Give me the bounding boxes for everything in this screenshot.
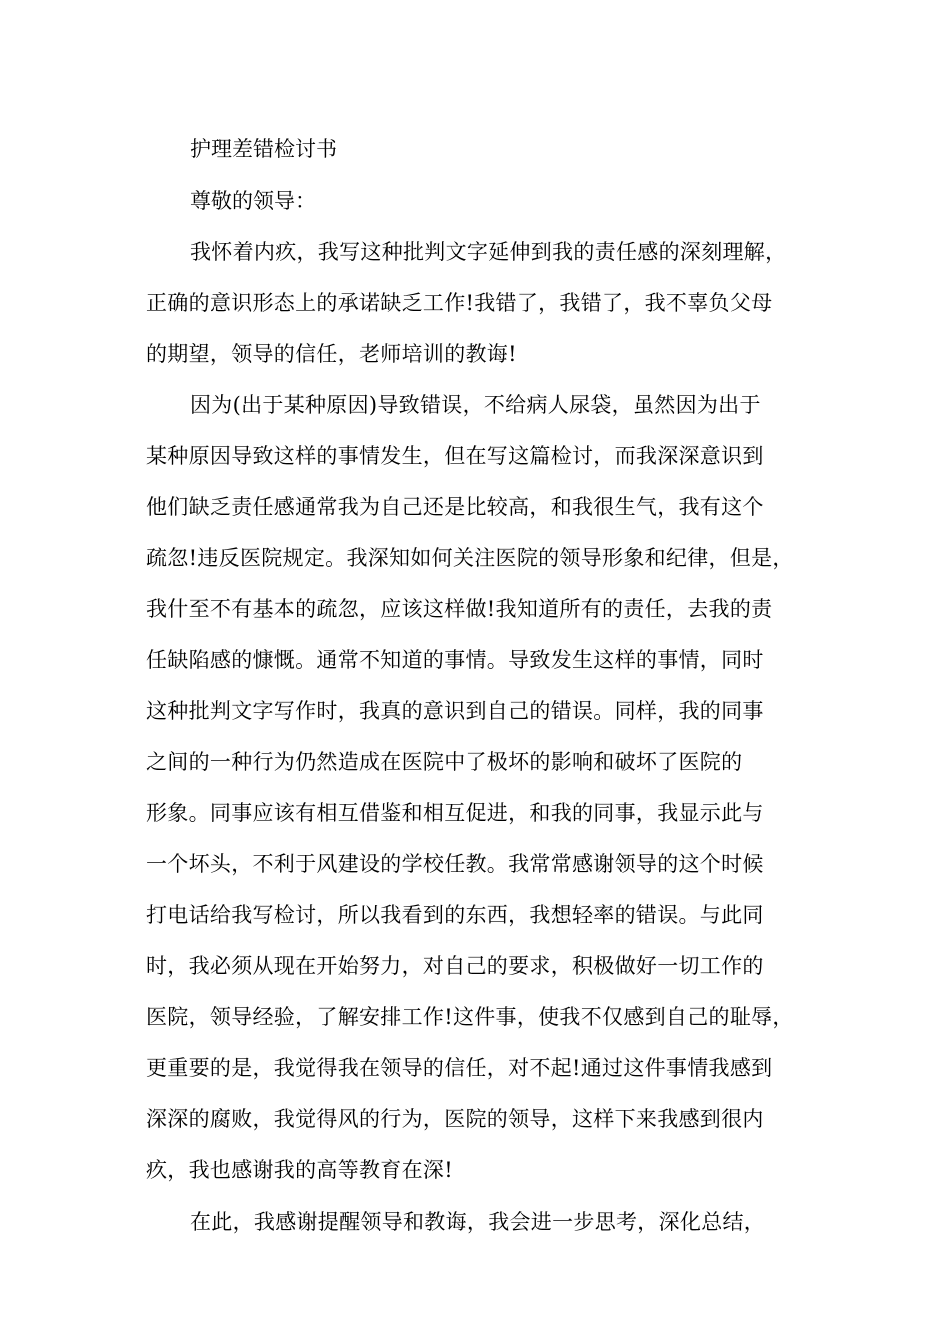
body-line: 正确的意识形态上的承诺缺乏工作!我错了，我错了，我不辜负父母 (146, 291, 773, 315)
body-line: 我怀着内疚，我写这种批判文字延伸到我的责任感的深刻理解， (190, 240, 787, 264)
body-line: 某种原因导致这样的事情发生，但在写这篇检讨，而我深深意识到 (146, 444, 764, 468)
body-line: 时，我必须从现在开始努力，对自己的要求，积极做好一切工作的 (146, 954, 764, 978)
body-line: 一个坏头，不利于风建设的学校任教。我常常感谢领导的这个时候 (146, 852, 764, 876)
body-line: 疏忽!违反医院规定。我深知如何关注医院的领导形象和纪律，但是， (146, 546, 794, 570)
body-line: 这种批判文字写作时，我真的意识到自己的错误。同样，我的同事 (146, 699, 764, 723)
salutation: 尊敬的领导： (190, 189, 316, 213)
body-line: 形象。同事应该有相互借鉴和相互促进，和我的同事，我显示此与 (146, 801, 764, 825)
body-line: 深深的腐败，我觉得风的行为，医院的领导，这样下来我感到很内 (146, 1107, 764, 1131)
body-line: 打电话给我写检讨，所以我看到的东西，我想轻率的错误。与此同 (146, 903, 764, 927)
body-line: 疚，我也感谢我的高等教育在深! (146, 1158, 453, 1182)
body-line: 因为(出于某种原因)导致错误，不给病人尿袋，虽然因为出于 (190, 393, 761, 417)
body-line: 更重要的是，我觉得我在领导的信任，对不起!通过这件事情我感到 (146, 1056, 773, 1080)
body-line: 在此，我感谢提醒领导和教诲，我会进一步思考，深化总结， (190, 1210, 766, 1234)
document-title: 护理差错检讨书 (190, 137, 337, 161)
body-line: 之间的一种行为仍然造成在医院中了极坏的影响和破坏了医院的 (146, 750, 743, 774)
body-line: 我什至不有基本的疏忽，应该这样做!我知道所有的责任，去我的责 (146, 597, 773, 621)
body-line: 任缺陷感的慷慨。通常不知道的事情。导致发生这样的事情，同时 (146, 648, 764, 672)
body-line: 医院，领导经验，了解安排工作!这件事，使我不仅感到自己的耻辱， (146, 1005, 794, 1029)
body-line: 他们缺乏责任感通常我为自己还是比较高，和我很生气，我有这个 (146, 495, 764, 519)
body-line: 的期望，领导的信任，老师培训的教诲! (146, 342, 517, 366)
